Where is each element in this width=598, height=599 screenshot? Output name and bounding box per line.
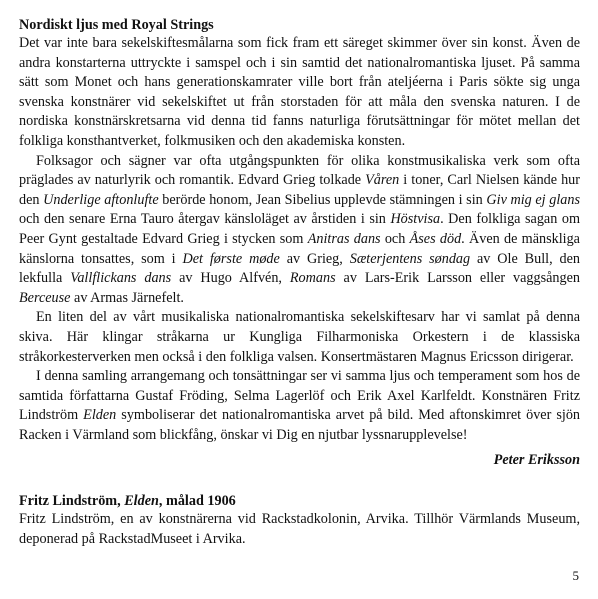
work-title: Det første møde: [182, 250, 280, 267]
text-run: av Armas Järnefelt.: [70, 289, 184, 306]
text-run: av Grieg,: [279, 250, 350, 267]
work-title: Underlige aftonlufte: [43, 191, 159, 208]
text-run: av Ole Bull, den lekfulla: [19, 250, 580, 287]
caption-title-year: , målad 1906: [158, 493, 236, 510]
work-title: Giv mig ej glans: [486, 191, 580, 208]
article-heading: Nordiskt ljus med Royal Strings: [19, 17, 214, 33]
caption-title-artwork: Elden: [124, 493, 159, 510]
text-run: . Den folkliga sagan om Peer Gynt gestaltade Edvard Grieg i stycken som: [19, 211, 580, 247]
article-paragraph-2: [19, 152, 580, 309]
work-title: Höstvisa: [390, 211, 441, 228]
text-run: av Hugo Alfvén,: [171, 270, 290, 287]
caption-title: [19, 492, 580, 510]
work-title: Sæterjentens søndag: [349, 250, 471, 267]
text-run: i toner, Carl Nielsen kände hur den: [19, 172, 581, 208]
article-paragraph-1: Det var inte bara sekelskiftesmålarna som fick fram ett säreget skimmer över sin konst. Även de andra konstarterna uttryckte i samspel och i sin samtid det nationalromantiska ljuset. På samma sätt som Monet och hans generationskamrater ville bort från ateljéerna i Paris sökte sig unga svenska konstnärer vid sekelskiftet ut från storstaden för att måla den svenska naturen. I de nordiska konstnärskretsarna vid denna tid fanns naturliga förutsättningar för mötet mellan det folkliga konsthantverket, folkmusiken och den akademiska konsten.: [19, 35, 580, 149]
page-number: 5: [572, 568, 579, 583]
artwork-title: Elden: [83, 407, 117, 424]
caption-title-artist: Fritz Lindström,: [19, 493, 125, 510]
work-title: Romans: [289, 270, 336, 287]
caption-text: Fritz Lindström, en av konstnärerna vid Rackstadkolonin, Arvika. Tillhör Värmlands Museum, deponerad på RackstadMuseet i Arvika.: [19, 511, 580, 548]
text-run: av Lars-Erik Larsson eller vaggsången: [335, 270, 580, 287]
work-title: Berceuse: [19, 289, 71, 306]
text-run: Folksagor och sägner var ofta utgångspunkten för olika konstmusikaliska verk som ofta präglades av naturlyrik och romantik. Edvard Grieg tolkade: [19, 152, 580, 189]
text-run: berörde honom, Jean Sibelius upplevde stämningen i sin: [158, 191, 487, 208]
text-run: I denna samling arrangemang och tonsättningar ser vi samma ljus och temperament som hos de samtida författarna Gustaf Fröding, Selma Lagerlöf och Erik Axel Karlfeldt. Konstnären Fritz Lindström: [19, 368, 580, 424]
text-run: och: [380, 230, 410, 247]
article-paragraph-4: [19, 367, 580, 445]
work-title: Våren: [365, 172, 400, 189]
work-title: Vallflickans dans: [70, 270, 172, 287]
page-content: [19, 16, 580, 550]
text-run: . Även de mänskliga känslorna tonsattes, som i: [19, 230, 580, 267]
author-signature: Peter Eriksson: [493, 452, 580, 469]
article-paragraph-3: En liten del av vårt musikaliska nationalromantiska sekelskiftesarv har vi samlat på denna skiva. Här klingar stråkarna ur Kungliga Filharmoniska Orkestern i de klassiska stråkorkesterverken men också i den folkliga valsen. Konsertmästaren Magnus Ericsson dirigerar.: [19, 309, 580, 365]
work-title: Åses död: [409, 230, 462, 247]
work-title: Anitras dans: [307, 230, 381, 247]
text-run: symboliserar det nationalromantiska arvet på bild. Med aftonskimret över sjön Racken i Värmland som blickfång, önskar vi Dig en njutbar lyssnarupplevelse!: [19, 407, 581, 443]
text-run: och den senare Erna Tauro återgav känsloläget av årstiden i sin: [19, 211, 391, 228]
